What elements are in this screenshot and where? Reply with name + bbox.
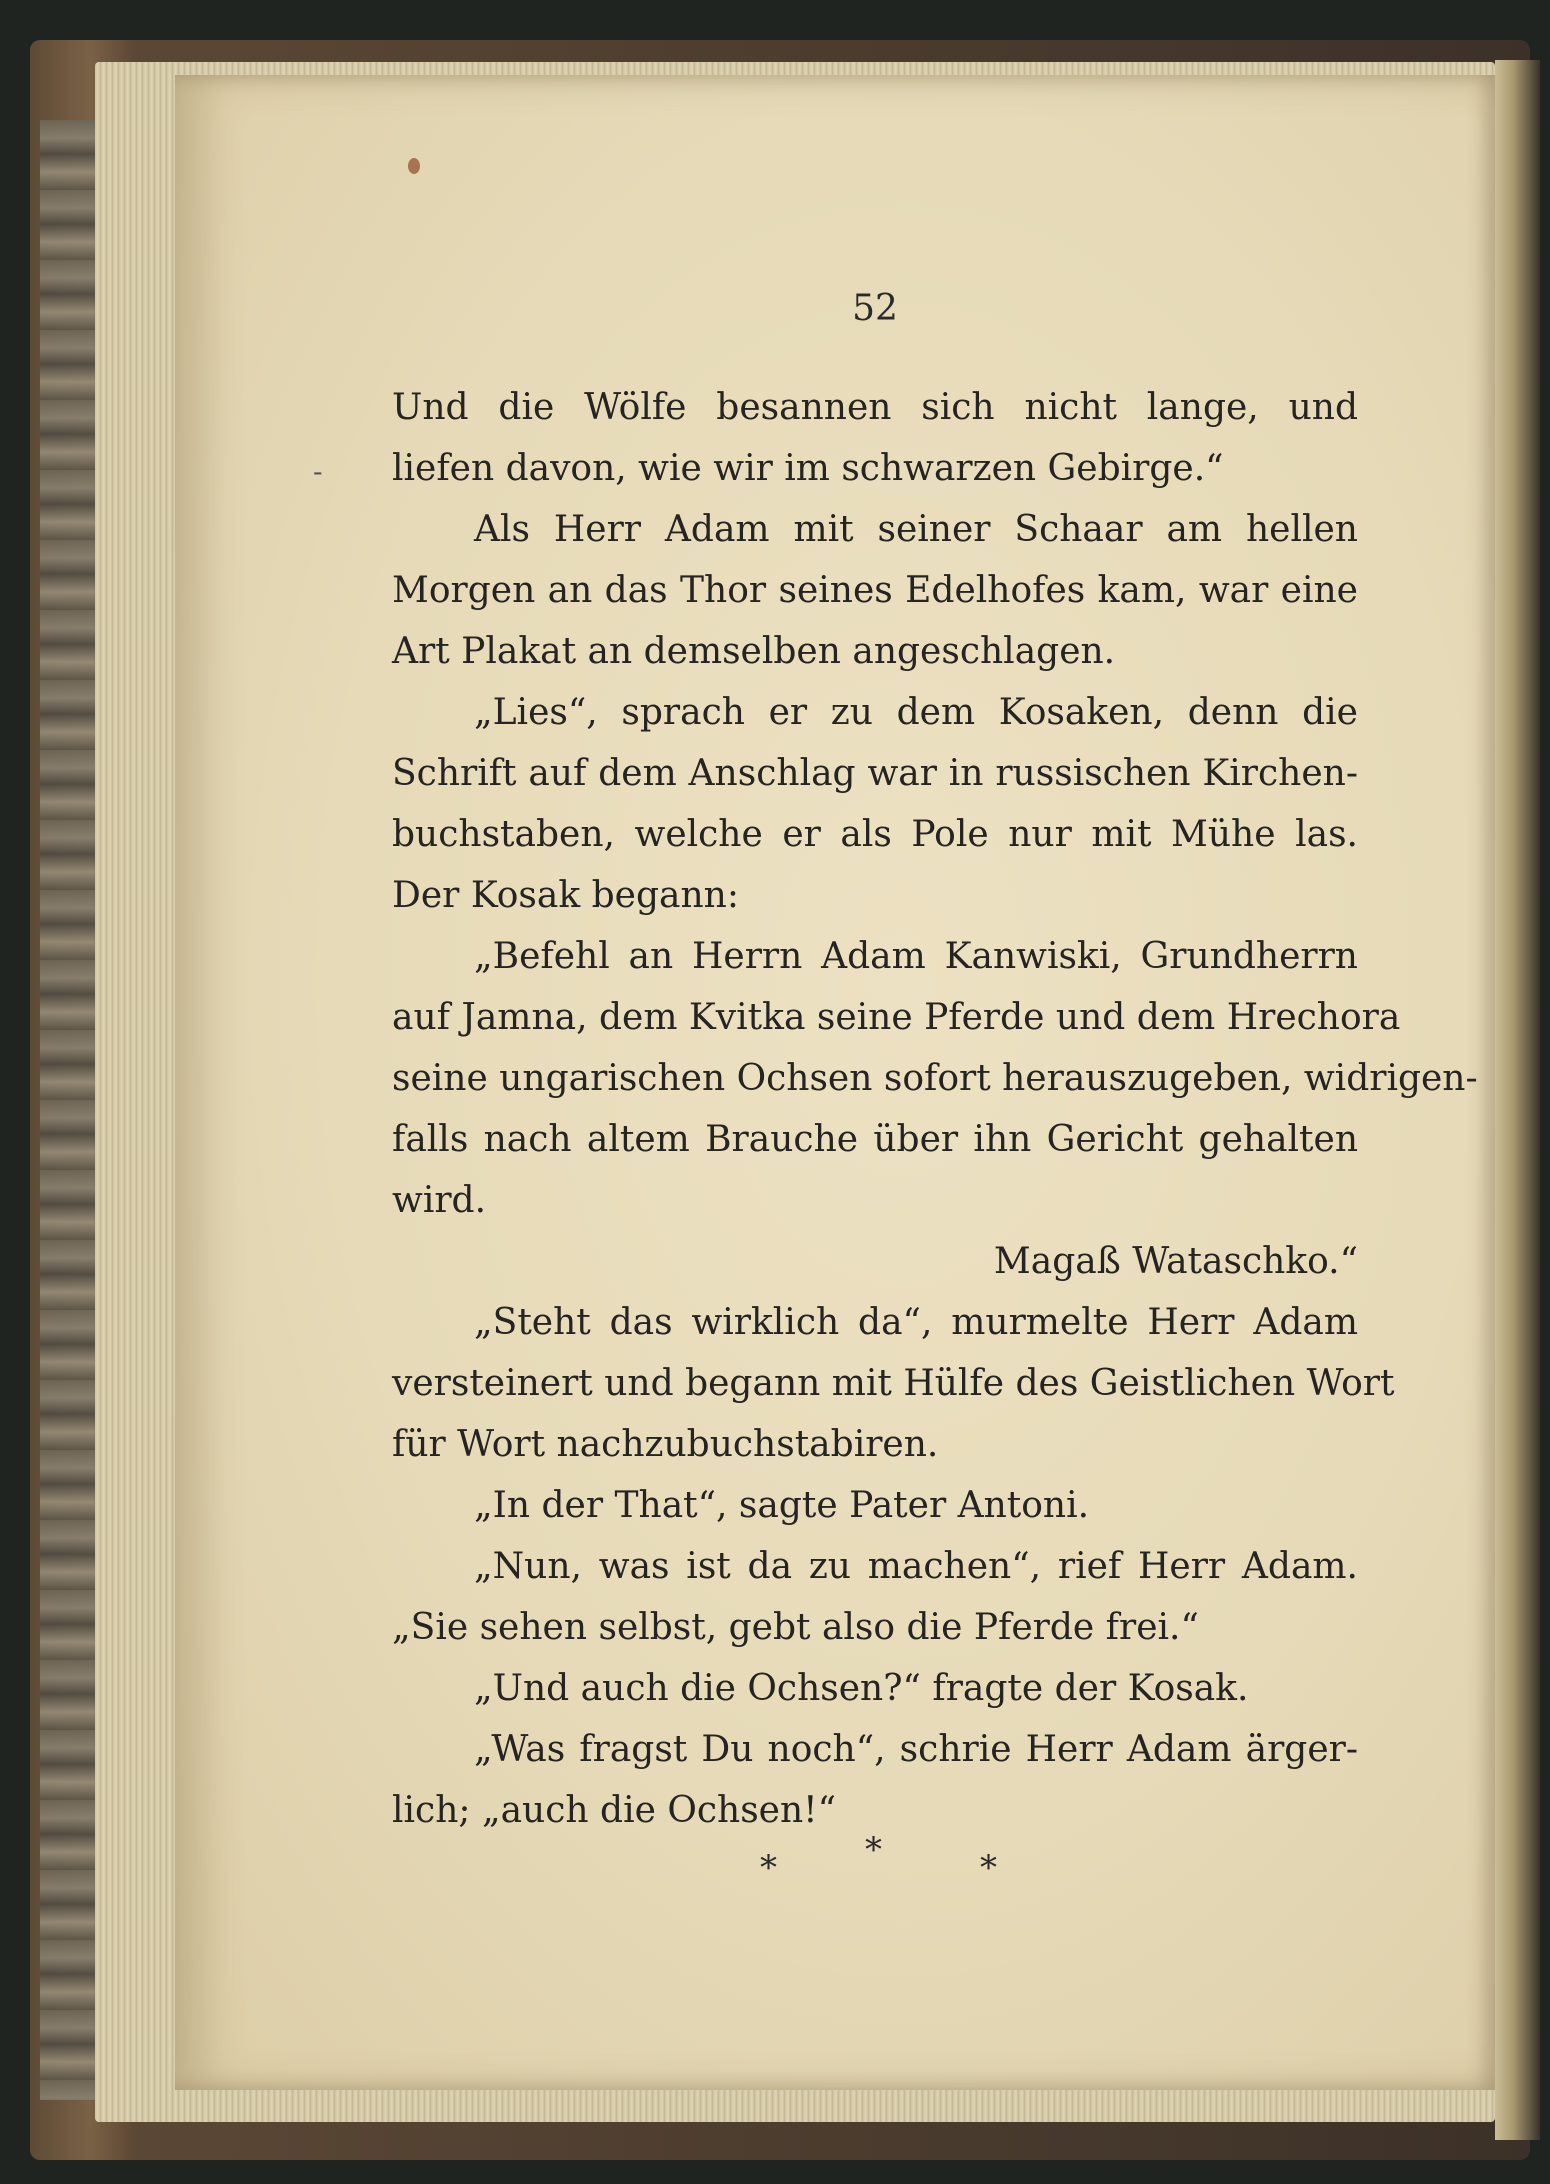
page-text — [392, 377, 1478, 1841]
asterisk: * — [865, 1830, 882, 1870]
text-line: „Was fragst Du noch“, schrie Herr Adam ärger- — [474, 1729, 1358, 1770]
ink-stain — [408, 158, 420, 174]
text-line: lich; „auch die Ochsen!“ — [392, 1790, 837, 1831]
facing-page-edge — [1495, 60, 1540, 2140]
worn-spine — [40, 120, 100, 2100]
margin-mark: - — [313, 455, 323, 488]
text-line: für Wort nachzubuchstabiren. — [392, 1424, 939, 1465]
text-line: auf Jamna, dem Kvitka seine Pferde und dem Hrechora — [392, 997, 1401, 1038]
text-line: Der Kosak begann: — [392, 875, 739, 916]
text-line: „Sie sehen selbst, gebt also die Pferde frei.“ — [392, 1607, 1199, 1648]
text-line: „Lies“, sprach er zu dem Kosaken, denn die — [474, 692, 1358, 733]
text-line: „Steht das wirklich da“, murmelte Herr Adam — [474, 1302, 1358, 1343]
text-line: Art Plakat an demselben angeschlagen. — [392, 631, 1116, 672]
text-line: falls nach altem Brauche über ihn Gericht gehalten — [392, 1119, 1358, 1160]
text-line: versteinert und begann mit Hülfe des Geistlichen Wort — [392, 1363, 1395, 1404]
asterisk: * — [760, 1848, 777, 1888]
text-line: seine ungarischen Ochsen sofort herauszugeben, widrigen- — [392, 1058, 1478, 1099]
text-line: wird. — [392, 1180, 487, 1221]
section-break — [740, 1830, 1020, 1890]
text-line: „Befehl an Herrn Adam Kanwiski, Grundherrn — [474, 936, 1358, 977]
signature-line: Magaß Wataschko.“ — [993, 1241, 1358, 1282]
text-line: Schrift auf dem Anschlag war in russischen Kirchen- — [392, 753, 1358, 794]
text-line: „In der That“, sagte Pater Antoni. — [474, 1485, 1090, 1526]
text-line: buchstaben, welche er als Pole nur mit Mühe las. — [392, 814, 1358, 855]
asterisk: * — [980, 1848, 997, 1888]
text-line: „Und auch die Ochsen?“ fragte der Kosak. — [474, 1668, 1249, 1709]
text-line: liefen davon, wie wir im schwarzen Gebirge.“ — [392, 448, 1224, 489]
text-line: „Nun, was ist da zu machen“, rief Herr Adam. — [474, 1546, 1358, 1587]
page-number: 52 — [852, 288, 898, 329]
text-line: Als Herr Adam mit seiner Schaar am hellen — [474, 509, 1358, 550]
text-line: Und die Wölfe besannen sich nicht lange, und — [392, 387, 1358, 428]
text-line: Morgen an das Thor seines Edelhofes kam, war eine — [392, 570, 1358, 611]
